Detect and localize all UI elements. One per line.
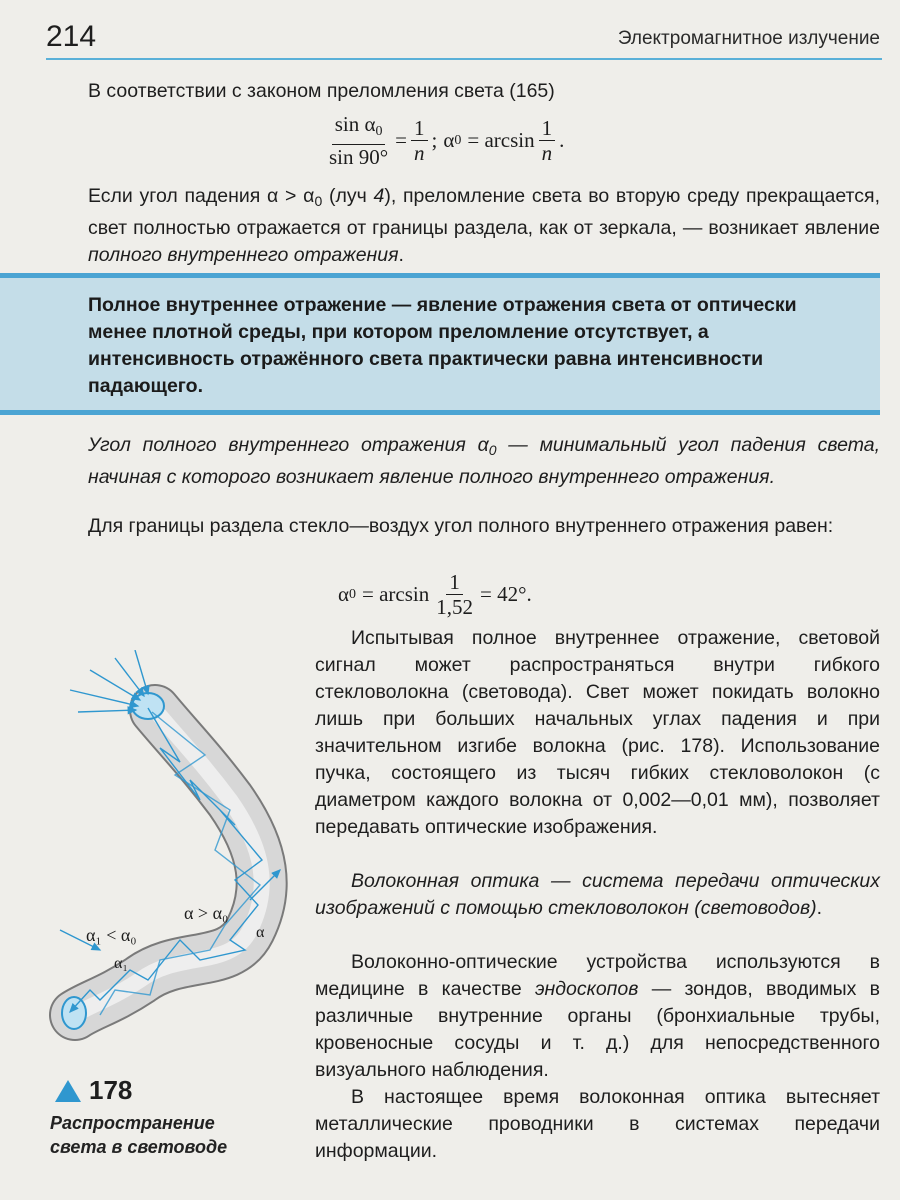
- paragraph-glass-air: Для границы раздела стекло—воздух угол полного внутреннего отражения равен:: [88, 515, 834, 537]
- paragraph-refraction-law: В соответствии с законом преломления света (165): [88, 80, 555, 102]
- figure-number: 178: [55, 1075, 132, 1106]
- label-alpha-gt-alpha0: α > α₀: [184, 903, 229, 923]
- figure-caption: Распространение света в световоде: [50, 1113, 228, 1157]
- fiber-output-end: [62, 997, 86, 1029]
- fraction-one-over-n: $\frac{1}{n}$: [411, 116, 428, 165]
- label-alpha: α: [256, 924, 265, 941]
- paragraph-information-transfer: В настоящее время волоконная оптика вытесняет металлические проводники в системах передачи информации.: [315, 1086, 880, 1162]
- running-title: Электромагнитное излучение: [617, 28, 880, 49]
- definition-rule-bottom: [0, 410, 880, 415]
- fraction-arcsin: $\frac{1}{n}$: [539, 116, 556, 165]
- formula-glass-air: α 0 = arcsin $\frac{1}{1,52}$ = 42°.: [338, 570, 532, 619]
- fraction-sin: $\frac{\sin \alpha_0}{\sin 90^\circ}$: [329, 112, 389, 169]
- triangle-marker-icon: [55, 1080, 81, 1102]
- fiber-body: [75, 710, 265, 1015]
- formula-critical-angle: $\frac{\sin \alpha_0}{\sin 90^\circ}$ = $\frac{1}{n}$ ; α 0 = arcsin $\frac{1}{n}$ .: [322, 112, 564, 169]
- paragraph-fiber-optics-definition: Волоконная оптика — система передачи оптических изображений с помощью стекловолокон (световодов).: [315, 870, 880, 919]
- paragraph-critical-angle-definition: Угол полного внутреннего отражения $\alpha_0$ — минимальный угол падения света, начиная с которого возникает явление полного внутреннего отражения.: [88, 434, 880, 488]
- paragraph-endoscopes: Волоконно-оптические устройства используются в медицине в качестве эндоскопов — зондов, вводимых в различные внутренние органы (бронхиальные трубы, кровеносные сосуды и т. д.) для непосредственного визуального наблюдения.: [315, 951, 880, 1081]
- fraction-one-over-152: $\frac{1}{1,52}$: [436, 570, 474, 619]
- definition-text: Полное внутреннее отражение — явление отражения света от оптически менее плотной среды, при котором преломление отсутствует, а интенсивность отражённого света практически равна интенсивности падающего.: [88, 294, 797, 397]
- paragraph-total-reflection: Если угол падения $\alpha > \alpha_0$ (луч 4), преломление света во вторую среду прекращается, свет полностью отражается от границы раздела, как от зеркала, — возникает явление полного внутреннего отражения.: [88, 185, 880, 266]
- label-alpha1-lt-alpha0: α₁ < α₀: [86, 925, 137, 945]
- page-number: 214: [46, 20, 97, 53]
- fiber-figure: [30, 650, 300, 1050]
- paragraph-fiber-signal: Испытывая полное внутреннее отражение, световой сигнал может распространяться внутри гибкого стекловолокна (световода). Свет может покидать волокно лишь при больших начальных углах падения и при значительном изгибе волокна (рис. 178). Использование пучка, состоящего из тысяч гибких стекловолокон (с диаметром каждого волокна от 0,002—0,01 мм), позволяет передавать оптические изображения.: [315, 627, 880, 838]
- label-alpha1: α₁: [114, 955, 128, 972]
- definition-rule-top: [0, 273, 880, 278]
- header-divider: [46, 58, 882, 60]
